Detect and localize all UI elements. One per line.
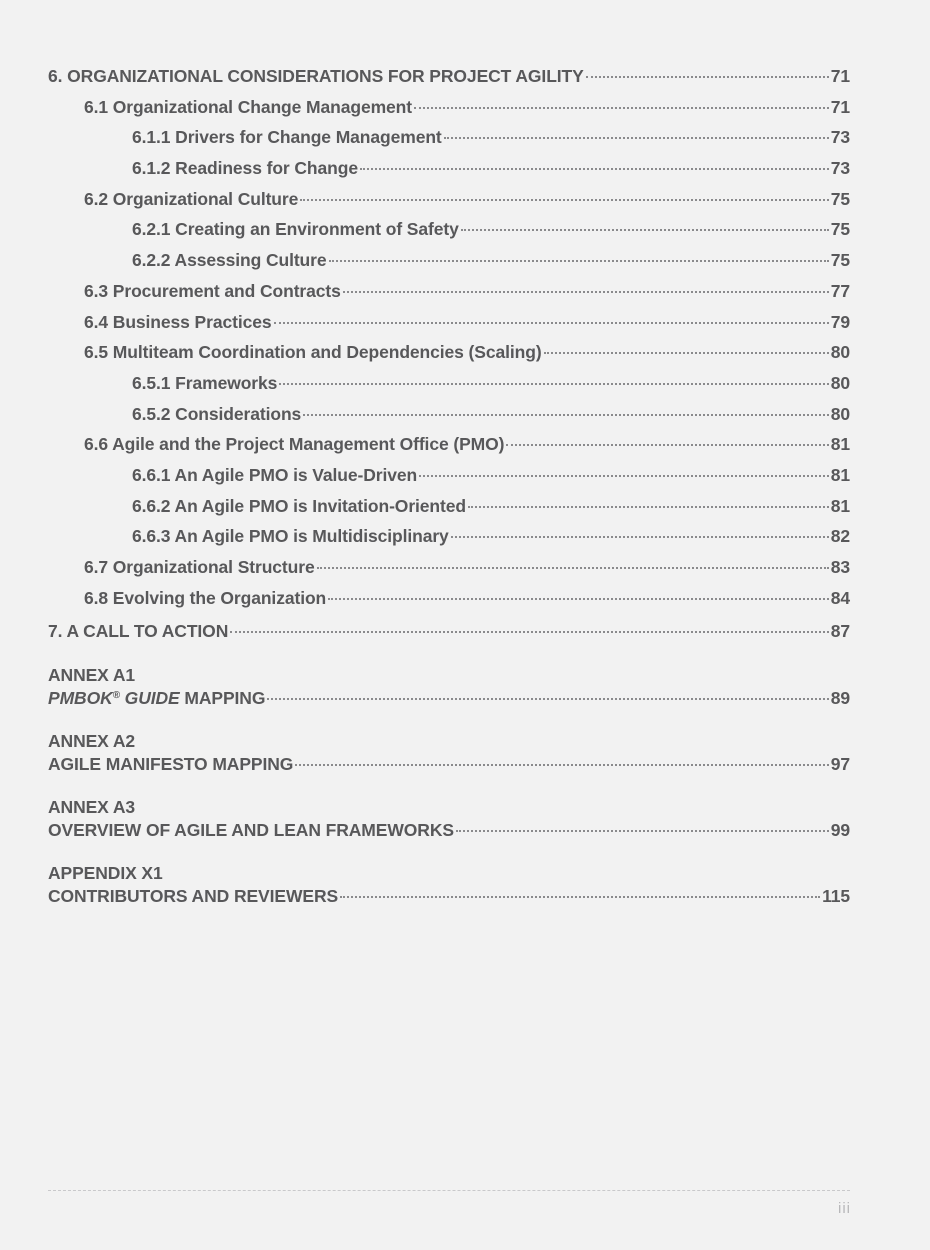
toc-entry-page: 87 [830, 621, 850, 642]
toc-entry[interactable] [48, 342, 850, 373]
dot-leader [328, 598, 829, 600]
annex-a1[interactable] [48, 662, 850, 718]
toc-entry[interactable] [48, 312, 850, 343]
toc-entry-title: 6.1.1 Drivers for Change Management [132, 127, 442, 148]
toc-entry[interactable] [48, 434, 850, 465]
dot-leader [461, 229, 829, 231]
toc-entry-page: 71 [830, 96, 850, 117]
toc-entry-title: 6.2.1 Creating an Environment of Safety [132, 219, 459, 240]
table-of-contents [48, 66, 850, 916]
dot-leader [506, 444, 828, 446]
toc-entry-title: 6.8 Evolving the Organization [84, 587, 327, 608]
dot-leader [451, 536, 829, 538]
toc-entry-page: 81 [830, 464, 850, 485]
dot-leader [279, 383, 828, 385]
annex-a2[interactable] [48, 728, 850, 784]
toc-entry[interactable] [48, 97, 850, 128]
toc-entry-page: 82 [830, 526, 850, 547]
toc-entry-title: 6.6.1 An Agile PMO is Value-Driven [132, 464, 418, 485]
toc-entry[interactable] [48, 621, 850, 652]
dot-leader [303, 414, 829, 416]
dot-leader [317, 567, 829, 569]
toc-entry-title: 6.5 Multiteam Coordination and Dependencies (Scaling) [84, 342, 542, 363]
toc-entry-page: 83 [830, 557, 850, 577]
appendix-x1[interactable] [48, 860, 850, 916]
toc-entry-page: 81 [830, 434, 850, 455]
toc-entry-page: 97 [830, 754, 850, 775]
dot-leader [329, 260, 829, 262]
toc-entry[interactable] [48, 66, 850, 97]
toc-entry-title: 6. ORGANIZATIONAL CONSIDERATIONS FOR PROJECT AGILITY [48, 66, 584, 86]
dot-leader [267, 698, 828, 700]
toc-entry-page: 77 [830, 280, 850, 301]
toc-entry-title: 6.6.3 An Agile PMO is Multidisciplinary [132, 526, 449, 547]
toc-entry[interactable] [48, 373, 850, 404]
annex-heading: APPENDIX X1 [48, 863, 163, 884]
toc-entry-page: 75 [830, 219, 850, 240]
toc-entry[interactable] [48, 688, 850, 718]
dot-leader [468, 506, 829, 508]
dot-leader [414, 107, 829, 109]
toc-entry-title: OVERVIEW OF AGILE AND LEAN FRAMEWORKS [48, 820, 454, 841]
dot-leader [295, 764, 828, 766]
toc-entry-page: 80 [830, 372, 850, 393]
dot-leader [274, 322, 829, 324]
toc-entry[interactable] [48, 158, 850, 189]
toc-entry-page: 75 [830, 188, 850, 209]
toc-entry-title: 6.1.2 Readiness for Change [132, 158, 358, 179]
toc-entry[interactable] [48, 189, 850, 220]
page-number: iii [838, 1200, 851, 1217]
dot-leader [360, 168, 829, 170]
toc-entry-title: 6.3 Procurement and Contracts [84, 280, 341, 301]
dot-leader [300, 199, 828, 201]
toc-entry[interactable] [48, 496, 850, 527]
toc-entry-page: 75 [830, 250, 850, 271]
annex-heading: ANNEX A3 [48, 797, 136, 818]
toc-entry-title: PMBOK® GUIDE MAPPING [48, 688, 266, 709]
toc-entry-page: 84 [830, 587, 850, 608]
dot-leader [230, 631, 828, 633]
toc-entry[interactable] [48, 526, 850, 557]
toc-entry-title: 6.2 Organizational Culture [84, 188, 299, 209]
toc-entry[interactable] [48, 250, 850, 281]
annex-a3[interactable] [48, 794, 850, 850]
toc-entry-page: 79 [830, 311, 850, 332]
footer-divider [48, 1190, 850, 1191]
toc-entry[interactable] [48, 127, 850, 158]
toc-entry[interactable] [48, 404, 850, 435]
toc-entry-title: 7. A CALL TO ACTION [48, 621, 229, 642]
toc-entry-title: AGILE MANIFESTO MAPPING [48, 754, 294, 775]
toc-entry-page: 99 [830, 820, 850, 841]
toc-entry-title: 6.4 Business Practices [84, 311, 272, 332]
toc-entry-page: 81 [830, 495, 850, 516]
toc-entry-title: 6.2.2 Assessing Culture [132, 250, 327, 271]
toc-entry-page: 80 [830, 403, 850, 424]
toc-entry-title: 6.6 Agile and the Project Management Office (PMO) [84, 434, 505, 455]
toc-entry-page: 80 [830, 342, 850, 363]
dot-leader [444, 137, 829, 139]
toc-entry[interactable] [48, 219, 850, 250]
toc-entry[interactable] [48, 281, 850, 312]
toc-entry[interactable] [48, 588, 850, 619]
toc-entry-page: 73 [830, 158, 850, 179]
toc-entry-page: 115 [822, 886, 850, 907]
toc-entry-title: 6.7 Organizational Structure [84, 557, 315, 577]
toc-entry-title: 6.5.1 Frameworks [132, 372, 278, 393]
dot-leader [586, 76, 829, 78]
toc-entry[interactable] [48, 465, 850, 496]
dot-leader [343, 291, 829, 293]
annex-heading: ANNEX A2 [48, 731, 136, 752]
toc-entry[interactable] [48, 754, 850, 784]
toc-entry-title: 6.1 Organizational Change Management [84, 96, 412, 117]
toc-entry-page: 71 [830, 66, 850, 86]
dot-leader [544, 352, 829, 354]
toc-entry-title: 6.5.2 Considerations [132, 403, 302, 424]
dot-leader [456, 830, 829, 832]
toc-entry-page: 89 [830, 688, 850, 709]
toc-entry-page: 73 [830, 127, 850, 148]
toc-entry[interactable] [48, 886, 850, 916]
toc-entry-title: 6.6.2 An Agile PMO is Invitation-Oriented [132, 495, 466, 516]
dot-leader [340, 896, 820, 898]
annex-heading: ANNEX A1 [48, 665, 136, 686]
dot-leader [419, 475, 829, 477]
toc-entry-title: CONTRIBUTORS AND REVIEWERS [48, 886, 339, 907]
toc-entry[interactable] [48, 557, 850, 588]
toc-entry[interactable] [48, 820, 850, 850]
